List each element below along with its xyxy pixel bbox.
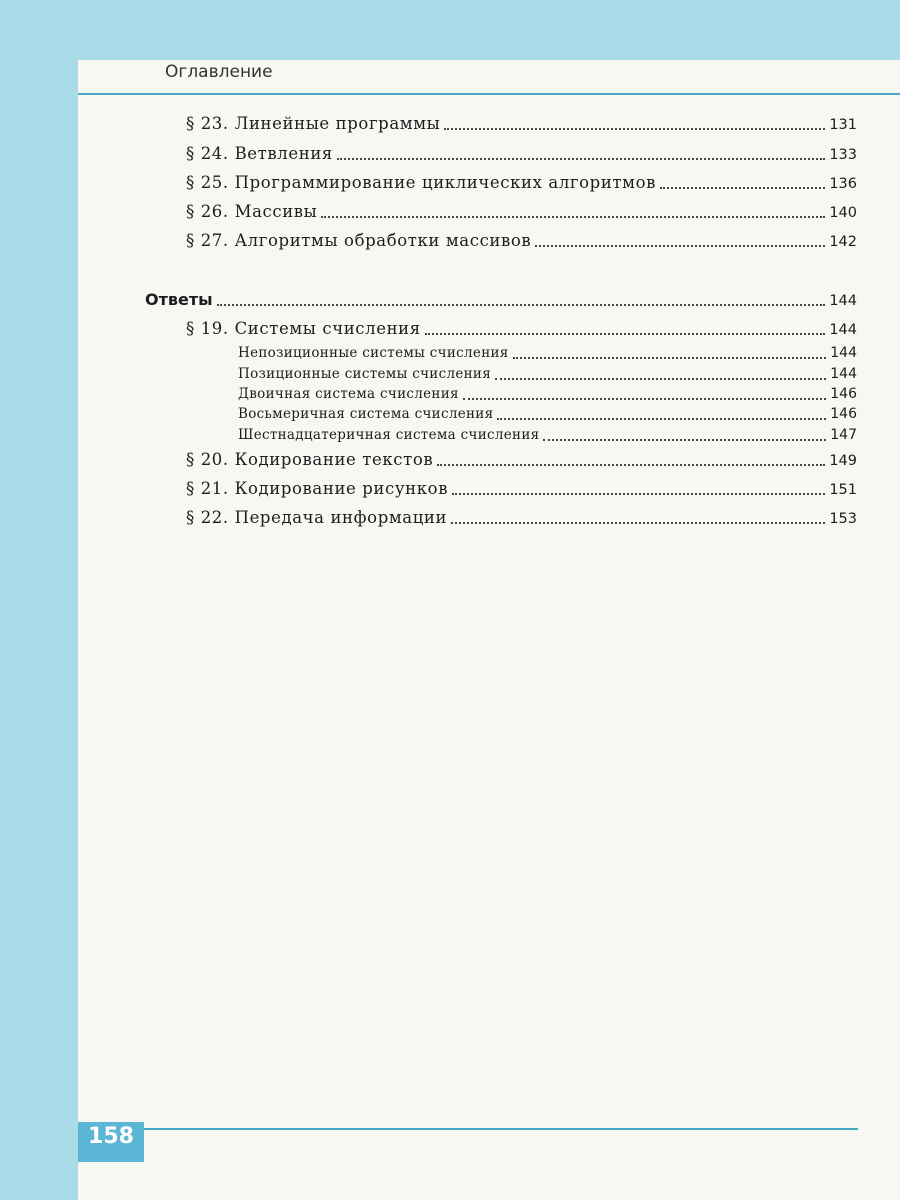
toc-entry-label: § 22. Передача информации <box>186 508 448 527</box>
toc-subentry-page: 146 <box>830 386 857 402</box>
toc-entry-page: 142 <box>829 234 857 250</box>
toc-entry-label: § 23. Линейные программы <box>186 114 441 133</box>
toc-subentry-page: 146 <box>830 406 857 422</box>
leader-dots <box>543 439 826 441</box>
leader-dots <box>451 522 825 524</box>
page-title: Оглавление <box>165 62 273 82</box>
footer-rule <box>78 1128 858 1130</box>
toc-subentry <box>238 386 857 402</box>
toc-entry-label: § 21. Кодирование рисунков <box>186 479 449 498</box>
toc-entry <box>186 231 857 250</box>
toc-entry-page: 133 <box>829 147 857 163</box>
toc-entry-label: § 27. Алгоритмы обработки массивов <box>186 231 532 250</box>
toc-entry-page: 140 <box>829 205 857 221</box>
leader-dots <box>463 398 826 400</box>
toc-subentry-label: Позиционные системы счисления <box>238 366 492 382</box>
leader-dots <box>497 418 826 420</box>
toc-entry <box>186 508 857 527</box>
toc-subentry-page: 144 <box>830 345 857 361</box>
leader-dots <box>217 304 826 306</box>
toc-entry <box>186 144 857 163</box>
toc-section-page: 144 <box>829 293 857 309</box>
toc-entry-page: 151 <box>829 482 857 498</box>
header-bar <box>78 0 900 60</box>
toc-subentry-label: Непозиционные системы счисления <box>238 345 509 361</box>
toc-subentry-label: Двоичная система счисления <box>238 386 459 402</box>
leader-dots <box>444 128 825 130</box>
toc-subentry <box>238 366 857 382</box>
toc-entry-label: § 24. Ветвления <box>186 144 333 163</box>
toc-section-label: Ответы <box>145 290 213 309</box>
toc-entry-label: § 20. Кодирование текстов <box>186 450 434 469</box>
leader-dots <box>437 464 825 466</box>
leader-dots <box>337 158 825 160</box>
toc-entry <box>186 319 857 338</box>
toc-subentry <box>238 427 857 443</box>
toc-entry-label: § 25. Программирование циклических алгоритмов <box>186 173 657 192</box>
toc-subentry-label: Шестнадцатеричная система счисления <box>238 427 540 443</box>
toc-entry-page: 131 <box>829 117 857 133</box>
header-rule <box>78 93 900 95</box>
page-number: 158 <box>88 1124 134 1149</box>
toc-entry <box>186 114 857 133</box>
toc-entry-page: 149 <box>829 453 857 469</box>
toc-entry-label: § 26. Массивы <box>186 202 318 221</box>
leader-dots <box>513 357 827 359</box>
leader-dots <box>495 378 826 380</box>
toc-entry-label: § 19. Системы счисления <box>186 319 421 338</box>
toc-entry <box>186 202 857 221</box>
toc-entry-page: 136 <box>829 176 857 192</box>
toc-section-answers <box>145 290 857 309</box>
toc-subentry-page: 144 <box>830 366 857 382</box>
leader-dots <box>425 333 826 335</box>
leader-dots <box>321 216 825 218</box>
toc-entry <box>186 173 857 192</box>
toc-subentry-page: 147 <box>830 427 857 443</box>
toc-entry <box>186 479 857 498</box>
toc-entry <box>186 450 857 469</box>
leader-dots <box>535 245 825 247</box>
toc-subentry <box>238 406 857 422</box>
leader-dots <box>660 187 825 189</box>
toc-entry-page: 153 <box>829 511 857 527</box>
toc-subentry <box>238 345 857 361</box>
leader-dots <box>452 493 825 495</box>
toc-entry-page: 144 <box>829 322 857 338</box>
toc-subentry-label: Восьмеричная система счисления <box>238 406 494 422</box>
